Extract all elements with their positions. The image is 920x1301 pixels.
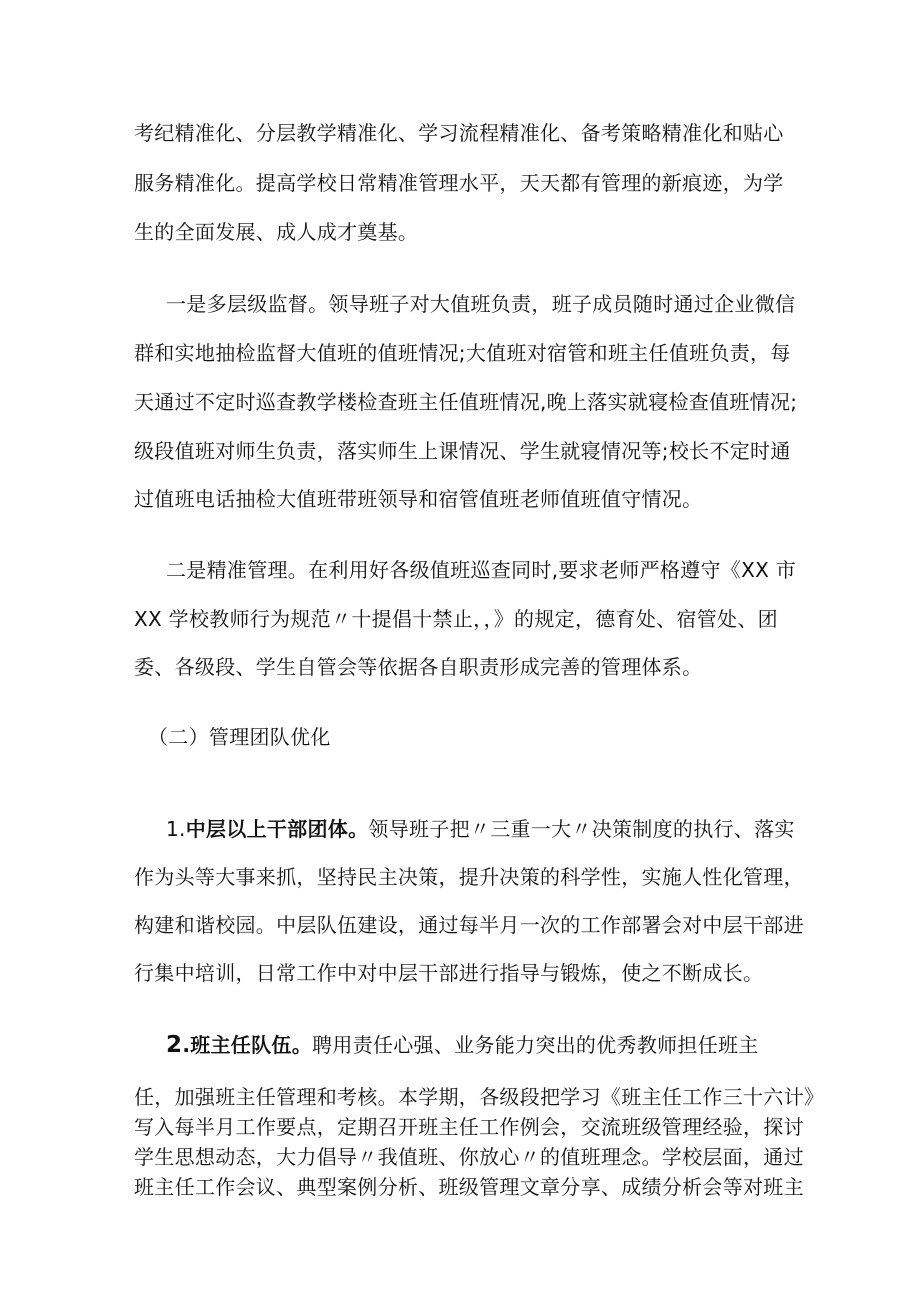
text-line: XX 学校教师行为规范〃十提倡十禁止，，》的规定，德育处、宿管处、团	[134, 607, 778, 631]
item-number: 2	[166, 1032, 183, 1058]
text-line: 作为头等大事来抓，坚持民主决策，提升决策的科学性，实施人性化管理，	[134, 865, 804, 889]
section-heading: （二）管理团队优化	[148, 725, 331, 749]
item-number: 1.	[166, 817, 186, 841]
paragraph-lead: 二是精准管理。	[166, 558, 309, 582]
paragraph-lead: 中层以上干部团体。	[185, 817, 369, 841]
paragraph-text: 在利用好各级值班巡查同时,要求老师严格遵守《XX 市	[308, 558, 797, 582]
text-line: 生的全面发展、成人成才奠基。	[134, 220, 419, 244]
text-line: 班主任工作会议、典型案例分析、班级管理文章分享、成绩分析会等对班主	[134, 1175, 804, 1199]
text-line: 学生思想动态，大力倡导〃我值班、你放心〃的值班理念。学校层面，通过	[134, 1145, 804, 1169]
text-line: 委、各级段、学生自管会等依据各自职责形成完善的管理体系。	[134, 655, 703, 679]
text-line: 服务精准化。提高学校日常精准管理水平，天天都有管理的新痕迹，为学	[134, 171, 784, 195]
paragraph-lead: .班主任队伍。	[182, 1033, 313, 1057]
text-line	[166, 1030, 826, 1060]
paragraph-text: 聘用责任心强、业务能力突出的优秀教师担任班主	[312, 1033, 759, 1057]
paragraph-text: 领导班子对大值班负责，班子成员随时通过企业微信	[328, 292, 796, 316]
text-line	[166, 814, 826, 844]
text-line: 构建和谐校园。中层队伍建设，通过每半月一次的工作部署会对中层干部进	[134, 913, 804, 937]
text-line: 过值班电话抽检大值班带班领导和宿管值班老师值班值守情况。	[134, 487, 703, 511]
text-line: 考纪精准化、分层教学精准化、学习流程精准化、备考策略精准化和贴心	[134, 121, 784, 145]
text-line	[166, 289, 826, 319]
text-line: 天通过不定时巡查教学楼检查班主任值班情况,晚上落实就寝检查值班情况;	[134, 390, 798, 414]
text-line: 群和实地抽检监督大值班的值班情况;大值班对宿管和班主任值班负责，每	[134, 341, 791, 365]
paragraph-text: 领导班子把〃三重一大〃决策制度的执行、落实	[368, 817, 795, 841]
text-line: 任，加强班主任管理和考核。本学期，各级段把学习《班主任工作三十六计》	[134, 1085, 825, 1109]
text-line: 写入每半月工作要点，定期召开班主任工作例会，交流班级管理经验，探讨	[134, 1115, 804, 1139]
text-line	[166, 555, 826, 585]
paragraph-lead: 一是多层级监督。	[166, 292, 329, 316]
text-line: 级段值班对师生负责，落实师生上课情况、学生就寝情况等;校长不定时通	[134, 439, 791, 463]
text-line: 行集中培训，日常工作中对中层干部进行指导与锻炼，使之不断成长。	[134, 961, 764, 985]
